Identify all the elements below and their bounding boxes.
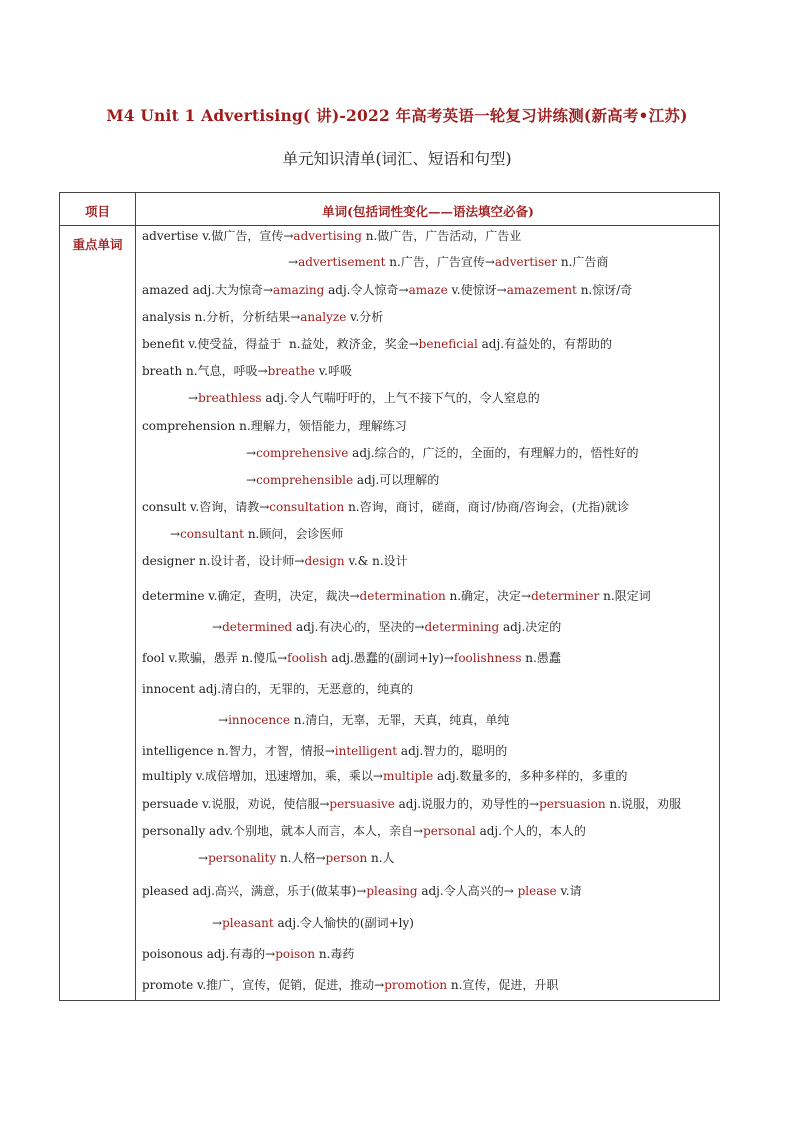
vocab-line bbox=[142, 335, 612, 352]
vocab-line bbox=[142, 767, 627, 784]
derived-word: persuasion bbox=[539, 797, 606, 811]
word-text: → bbox=[288, 255, 299, 269]
derived-word: please bbox=[517, 884, 557, 898]
vocab-line bbox=[142, 417, 407, 434]
derived-word: amaze bbox=[408, 283, 448, 297]
document-title: M4 Unit 1 Advertising( 讲)-2022 年高考英语一轮复习讲练测(新高考•江苏) bbox=[106, 106, 688, 125]
derived-word: breathless bbox=[198, 391, 262, 405]
derived-word: determined bbox=[222, 620, 293, 634]
derived-word: foolishness bbox=[453, 651, 522, 665]
word-text: adj.令人高兴的→ bbox=[417, 884, 518, 898]
word-text: n.惊讶/奇 bbox=[576, 283, 633, 297]
word-text: → bbox=[188, 391, 199, 405]
vocab-line bbox=[142, 649, 561, 666]
derived-word: multiple bbox=[382, 769, 434, 783]
word-text: v.呼吸 bbox=[314, 364, 352, 378]
document-subtitle: 单元知识清单(词汇、短语和句型) bbox=[282, 150, 512, 168]
word-text: n.人格→ bbox=[276, 851, 326, 865]
word-text: amazed adj.大为惊奇→ bbox=[142, 283, 274, 297]
word-text: adj.令人愉快的(副词+ly) bbox=[273, 916, 414, 930]
vocab-line bbox=[142, 281, 632, 298]
word-text: multiply v.成倍增加，迅速增加，乘，乘以→ bbox=[142, 769, 383, 783]
derived-word: innocence bbox=[228, 713, 290, 727]
word-text: v.使惊讶→ bbox=[447, 283, 507, 297]
word-text: adj.个人的，本人的 bbox=[475, 824, 586, 838]
vocab-line bbox=[198, 849, 395, 866]
vocab-line bbox=[142, 552, 408, 569]
derived-word: advertiser bbox=[494, 255, 557, 269]
word-text: v.分析 bbox=[346, 310, 384, 324]
derived-word: foolish bbox=[287, 651, 328, 665]
word-text: personally adv.个别地，就本人而言，本人，亲自→ bbox=[142, 824, 424, 838]
word-text: advertise v.做广告，宣传→ bbox=[142, 229, 294, 243]
derived-word: analyze bbox=[300, 310, 347, 324]
header-divider bbox=[60, 225, 719, 226]
word-text: adj.有决心的，坚决的→ bbox=[292, 620, 425, 634]
word-text: persuade v.说服，劝说，使信服→ bbox=[142, 797, 330, 811]
word-text: → bbox=[246, 446, 257, 460]
vocab-line bbox=[188, 389, 540, 406]
word-text: adj.令人气喘吁吁的，上气不接下气的，令人窒息的 bbox=[261, 391, 540, 405]
vocab-line bbox=[142, 680, 413, 697]
column-divider bbox=[135, 193, 136, 1000]
word-text: n.宣传，促进，升职 bbox=[447, 978, 559, 992]
derived-word: breathe bbox=[267, 364, 315, 378]
vocab-line bbox=[212, 618, 561, 635]
word-text: promote v.推广，宣传，促销，促进，推动→ bbox=[142, 978, 385, 992]
vocab-line bbox=[218, 711, 509, 728]
word-text: → bbox=[212, 620, 223, 634]
word-text: consult v.咨询，请教→ bbox=[142, 500, 270, 514]
row-label-key-words: 重点单词 bbox=[72, 237, 123, 252]
word-text: adj.令人惊奇→ bbox=[324, 283, 409, 297]
word-text: n.确定，决定→ bbox=[445, 589, 532, 603]
derived-word: poison bbox=[275, 947, 316, 961]
vocab-line bbox=[246, 444, 639, 461]
derived-word: comprehensive bbox=[256, 446, 349, 460]
word-text: → bbox=[198, 851, 209, 865]
word-text: n.清白，无辜，无罪，天真，纯真，单纯 bbox=[289, 713, 510, 727]
word-text: n.说服，劝服 bbox=[605, 797, 681, 811]
word-text: adj.综合的，广泛的，全面的，有理解力的，悟性好的 bbox=[348, 446, 639, 460]
derived-word: amazement bbox=[506, 283, 577, 297]
word-text: poisonous adj.有毒的→ bbox=[142, 947, 276, 961]
derived-word: comprehensible bbox=[256, 473, 354, 487]
derived-word: consultation bbox=[269, 500, 345, 514]
word-text: designer n.设计者，设计师→ bbox=[142, 554, 305, 568]
vocab-line bbox=[142, 362, 352, 379]
word-text: → bbox=[170, 527, 181, 541]
vocab-line bbox=[142, 498, 629, 515]
word-text: n.限定词 bbox=[599, 589, 651, 603]
vocab-line bbox=[170, 525, 343, 542]
derived-word: advertisement bbox=[298, 255, 386, 269]
word-text: analysis n.分析，分析结果→ bbox=[142, 310, 301, 324]
word-text: adj.智力的，聪明的 bbox=[397, 744, 508, 758]
word-text: pleased adj.高兴，满意，乐于(做某事)→ bbox=[142, 884, 367, 898]
vocab-line bbox=[142, 795, 681, 812]
header-item: 项目 bbox=[84, 204, 110, 219]
word-text: → bbox=[212, 916, 223, 930]
word-text: adj.可以理解的 bbox=[353, 473, 440, 487]
word-text: adj.有益处的，有帮助的 bbox=[477, 337, 613, 351]
derived-word: design bbox=[304, 554, 345, 568]
word-text: n.咨询，商讨，磋商，商讨/协商/咨询会，(尤指)就诊 bbox=[344, 500, 630, 514]
header-words: 单词(包括词性变化——语法填空必备) bbox=[322, 204, 534, 219]
word-text: comprehension n.理解力，领悟能力，理解练习 bbox=[142, 419, 407, 433]
word-text: n.做广告，广告活动，广告业 bbox=[361, 229, 522, 243]
vocab-line bbox=[142, 882, 582, 899]
derived-word: promotion bbox=[384, 978, 448, 992]
word-text: adj.数量多的，多种多样的，多重的 bbox=[433, 769, 628, 783]
derived-word: amazing bbox=[273, 283, 325, 297]
word-text: adj.说服力的，劝导性的→ bbox=[394, 797, 540, 811]
word-text: v.请 bbox=[556, 884, 582, 898]
word-text: adj.决定的 bbox=[499, 620, 562, 634]
word-text: breath n.气息，呼吸→ bbox=[142, 364, 268, 378]
derived-word: determiner bbox=[531, 589, 600, 603]
word-text: v.& n.设计 bbox=[344, 554, 408, 568]
word-text: determine v.确定，查明，决定，裁决→ bbox=[142, 589, 360, 603]
vocab-line bbox=[142, 308, 383, 325]
word-text: benefit v.使受益，得益于 n.益处，救济金，奖金→ bbox=[142, 337, 419, 351]
vocab-line bbox=[142, 976, 558, 993]
vocab-line bbox=[288, 253, 608, 270]
word-text: → bbox=[246, 473, 257, 487]
word-text: n.毒药 bbox=[315, 947, 355, 961]
derived-word: person bbox=[325, 851, 368, 865]
vocab-line bbox=[142, 822, 586, 839]
vocab-line bbox=[142, 945, 354, 962]
derived-word: persuasive bbox=[329, 797, 395, 811]
word-text: n.人 bbox=[367, 851, 395, 865]
derived-word: advertising bbox=[293, 229, 362, 243]
word-text: innocent adj.清白的，无罪的，无恶意的，纯真的 bbox=[142, 682, 414, 696]
vocab-line bbox=[142, 587, 651, 604]
vocab-line bbox=[212, 914, 414, 931]
derived-word: personal bbox=[423, 824, 476, 838]
derived-word: intelligent bbox=[334, 744, 398, 758]
derived-word: determination bbox=[359, 589, 446, 603]
word-text: fool v.欺骗，愚弄 n.傻瓜→ bbox=[142, 651, 288, 665]
derived-word: beneficial bbox=[418, 337, 478, 351]
derived-word: determining bbox=[424, 620, 500, 634]
word-text: intelligence n.智力，才智，情报→ bbox=[142, 744, 335, 758]
derived-word: pleasant bbox=[222, 916, 274, 930]
word-text: n.广告，广告宣传→ bbox=[385, 255, 495, 269]
word-text: → bbox=[218, 713, 229, 727]
word-text: n.顾问，会诊医师 bbox=[244, 527, 344, 541]
word-text: adj.愚蠢的(副词+ly)→ bbox=[327, 651, 454, 665]
word-text: n.愚蠢 bbox=[521, 651, 561, 665]
vocab-line bbox=[142, 742, 507, 759]
derived-word: pleasing bbox=[366, 884, 418, 898]
vocab-line bbox=[246, 471, 439, 488]
vocab-line bbox=[142, 227, 521, 244]
derived-word: consultant bbox=[180, 527, 244, 541]
word-text: n.广告商 bbox=[557, 255, 609, 269]
derived-word: personality bbox=[208, 851, 277, 865]
